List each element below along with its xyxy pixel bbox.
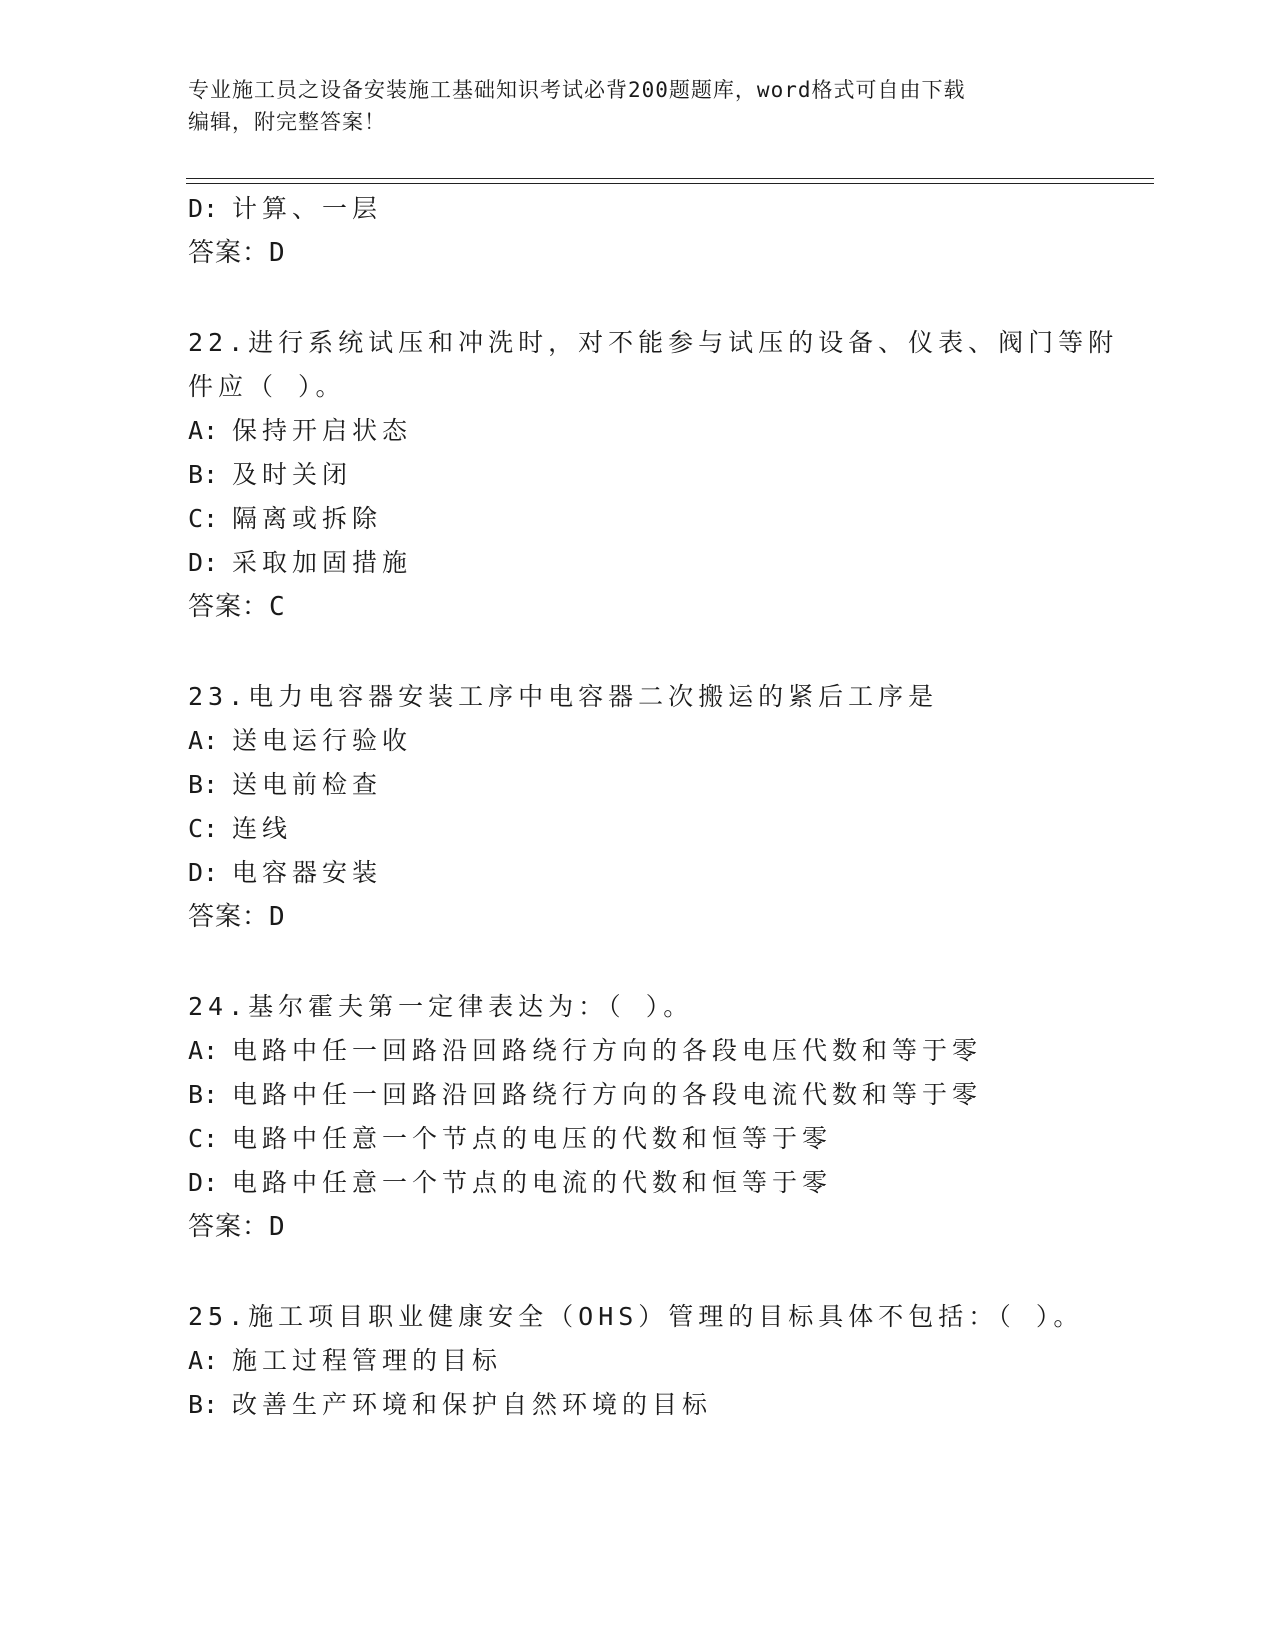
option-label: A:: [188, 726, 219, 755]
option-text: 采取加固措施: [232, 548, 413, 577]
option-text: 电路中任一回路沿回路绕行方向的各段电压代数和等于零: [232, 1036, 983, 1065]
option-label: D:: [188, 1168, 219, 1197]
question-23-option-c: [188, 812, 292, 846]
option-label: B:: [188, 460, 219, 489]
header-line-1: 专业施工员之设备安装施工基础知识考试必背200题题库，word格式可自由下载: [188, 78, 966, 102]
answer-value: D: [269, 238, 286, 268]
header-line-2: 编辑，附完整答案！: [188, 110, 386, 134]
option-label: D:: [188, 548, 219, 577]
option-label: D:: [188, 858, 219, 887]
prev-answer: [188, 236, 286, 270]
question-24-option-b: [188, 1078, 982, 1112]
header-divider-bottom: [186, 183, 1154, 184]
option-label: A:: [188, 1346, 219, 1375]
option-text: 连线: [232, 814, 293, 843]
option-label: C:: [188, 1124, 219, 1153]
question-22-stem-line-2: 件应（ ）。: [188, 372, 346, 401]
question-25-stem-line-1: 25.施工项目职业健康安全（OHS）管理的目标具体不包括：（ ）。: [188, 1302, 1084, 1331]
option-label: B:: [188, 1390, 219, 1419]
answer-label: 答案：: [188, 592, 270, 622]
answer-label: 答案：: [188, 902, 270, 932]
option-label: B:: [188, 770, 219, 799]
question-25-option-b: [188, 1388, 712, 1422]
option-text: 隔离或拆除: [232, 504, 383, 533]
question-23-answer: [188, 900, 286, 934]
answer-label: 答案：: [188, 238, 270, 268]
answer-value: D: [269, 1212, 286, 1242]
option-label: A:: [188, 416, 219, 445]
header-divider-top: [186, 178, 1154, 179]
answer-value: C: [269, 592, 286, 622]
question-22-option-b: [188, 458, 352, 492]
question-23-option-a: [188, 724, 412, 758]
option-label: B:: [188, 1080, 219, 1109]
option-label: D:: [188, 194, 219, 223]
option-text: 及时关闭: [232, 460, 353, 489]
answer-value: D: [269, 902, 286, 932]
question-22-stem-line-1: 22.进行系统试压和冲洗时，对不能参与试压的设备、仪表、阀门等附: [188, 328, 1119, 357]
question-22-option-d: [188, 546, 412, 580]
question-24-option-d: [188, 1166, 832, 1200]
option-text: 施工过程管理的目标: [232, 1346, 503, 1375]
question-24-stem-line-1: 24.基尔霍夫第一定律表达为：（ ）。: [188, 992, 694, 1021]
question-23-option-d: [188, 856, 382, 890]
answer-label: 答案：: [188, 1212, 270, 1242]
question-22-answer: [188, 590, 286, 624]
option-label: C:: [188, 814, 219, 843]
option-text: 电路中任意一个节点的电流的代数和恒等于零: [232, 1168, 833, 1197]
question-24-option-a: [188, 1034, 982, 1068]
option-text: 计算、一层: [232, 194, 383, 223]
question-23-stem-line-1: 23.电力电容器安装工序中电容器二次搬运的紧后工序是: [188, 682, 939, 711]
prev-option-d: [188, 192, 382, 226]
option-text: 送电前检查: [232, 770, 383, 799]
question-23-option-b: [188, 768, 382, 802]
question-24-option-c: [188, 1122, 832, 1156]
option-text: 电路中任一回路沿回路绕行方向的各段电流代数和等于零: [232, 1080, 983, 1109]
option-text: 改善生产环境和保护自然环境的目标: [232, 1390, 713, 1419]
option-label: C:: [188, 504, 219, 533]
question-22-option-c: [188, 502, 382, 536]
option-label: A:: [188, 1036, 219, 1065]
question-24-answer: [188, 1210, 286, 1244]
option-text: 送电运行验收: [232, 726, 413, 755]
option-text: 电路中任意一个节点的电压的代数和恒等于零: [232, 1124, 833, 1153]
question-25-option-a: [188, 1344, 502, 1378]
page-header: [188, 74, 1088, 138]
question-22-option-a: [188, 414, 412, 448]
option-text: 电容器安装: [232, 858, 383, 887]
option-text: 保持开启状态: [232, 416, 413, 445]
